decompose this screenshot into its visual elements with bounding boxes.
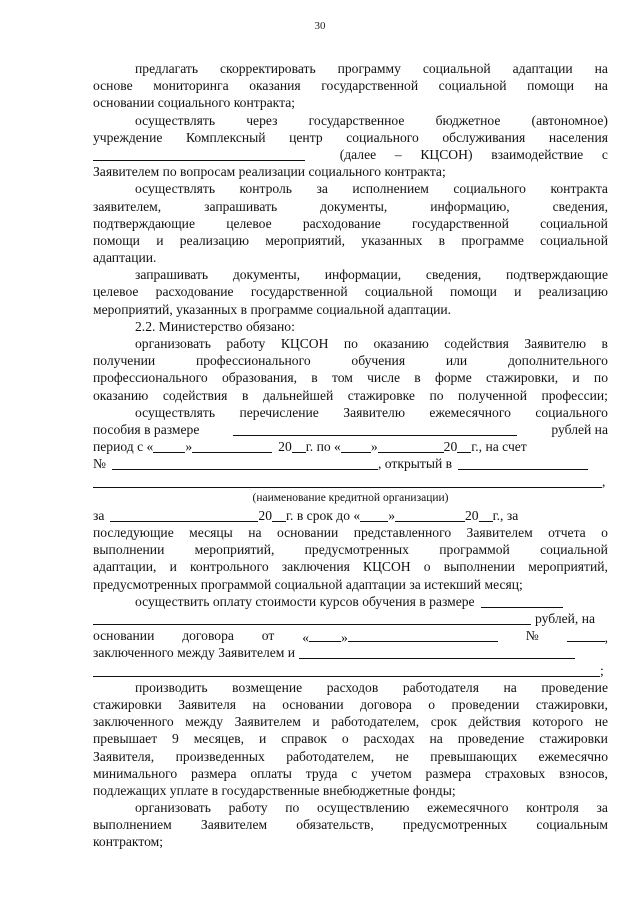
blank-field: [93, 662, 600, 677]
text-line: адаптации.: [93, 250, 157, 266]
text-line: получении профессионального обучения или дополнительного: [93, 353, 608, 369]
blank-field: [348, 627, 498, 642]
text-line: последующие месяцы на основании представленного Заявителем отчета о: [93, 525, 608, 541]
text-line: организовать работу по осуществлению ежемесячного контроля за: [135, 800, 608, 816]
text-line: превышает 9 месяцев, и справок о расходах на проведение стажировки: [93, 731, 608, 747]
blank-field: [233, 421, 517, 436]
text-line: основании социального контракта;: [93, 95, 296, 111]
text-line: за 20 г. в срок до « » 20 г., за: [93, 507, 519, 523]
blank-field: [378, 438, 444, 453]
text-line: рублей, на: [93, 610, 608, 627]
text-line: выполнении мероприятий, предусмотренных программой социальной: [93, 542, 608, 558]
blank-field: [309, 627, 341, 642]
blank-field: [360, 507, 388, 522]
text-line: ,: [93, 473, 608, 490]
document-body: [93, 60, 608, 851]
blank-field: [93, 146, 305, 161]
page-number: 30: [314, 20, 326, 32]
text-line: пособия в размере рублей на: [93, 421, 608, 437]
blank-field: [567, 627, 605, 642]
text-line: минимального размера оплаты труда с учетом размера страховых взносов,: [93, 765, 608, 781]
blank-field: [341, 438, 371, 453]
text-line: осуществлять через государственное бюджетное (автономное): [135, 112, 608, 128]
text-line: подтверждающие целевое расходование государственной социальной: [93, 215, 608, 231]
blank-field: [458, 455, 588, 470]
blank-field: [479, 507, 493, 522]
blank-field: [112, 455, 378, 470]
text-line: выполнением Заявителем обязательств, предусмотренных социальным: [93, 817, 608, 833]
text-line: производить возмещение расходов работодателя на проведение: [135, 679, 608, 695]
text-line: осуществлять перечисление Заявителю ежемесячного социального: [135, 404, 608, 420]
text-line: основании договора от « » № ,: [93, 628, 608, 646]
field-caption: (наименование кредитной организации): [252, 491, 449, 504]
text-line: стажировки Заявителя на основании договора о проведении стажировки,: [93, 696, 608, 712]
blank-field: [110, 507, 258, 522]
text-line: учреждение Комплексный центр социального обслуживания населения: [93, 129, 608, 145]
text-line: помощи и реализацию мероприятий, указанных в программе социальной: [93, 232, 608, 248]
blank-field: [192, 438, 272, 453]
text-line: запрашивать документы, информации, сведения, подтверждающие: [135, 267, 608, 283]
text-line: период с « » 20 г. по « » 20 г., на счет: [93, 439, 527, 455]
text-line: адаптации, и контрольного заключения КЦСОН о выполнении мероприятий,: [93, 559, 608, 575]
text-line: Заявителя, произведенных работодателем, не превышающих ежемесячно: [93, 748, 608, 764]
text-line: заключенного между Заявителем и работодателем, срок действия которого не: [93, 714, 608, 730]
text-line: ;: [93, 662, 608, 679]
text-line: подлежащих уплате в государственные внебюджетные фонды;: [93, 782, 456, 798]
text-line: предусмотренных программой социальной адаптации за истекший месяц;: [93, 576, 523, 592]
text-line: заключенного между Заявителем и: [93, 644, 608, 661]
text-line: целевое расходование государственной социальной помощи и реализацию: [93, 284, 608, 300]
text-line: мероприятий, указанных в программе социальной адаптации.: [93, 301, 452, 317]
blank-field: [395, 507, 465, 522]
text-line: контрактом;: [93, 834, 164, 850]
text-line: (далее – КЦСОН) взаимодействие с: [93, 146, 608, 163]
text-line: заявителем, запрашивать документы, информацию, сведения,: [93, 198, 608, 214]
text-line: организовать работу КЦСОН по оказанию содействия Заявителю в: [135, 336, 608, 351]
text-line: предлагать скорректировать программу социальной адаптации на: [135, 61, 608, 76]
blank-field: [292, 438, 306, 453]
text-line: Заявителем по вопросам реализации социального контракта;: [93, 164, 446, 180]
text-line: осуществлять контроль за исполнением социального контракта: [135, 181, 608, 197]
text-line: профессионального образования, в том числе в форме стажировки, и по: [93, 370, 608, 386]
blank-field: [457, 438, 471, 453]
blank-field: [272, 507, 286, 522]
text-line: № , открытый в: [93, 455, 608, 472]
text-line: основе мониторинга оказания государственной социальной помощи на: [93, 78, 608, 94]
blank-field: [299, 644, 575, 659]
blank-field: [481, 593, 563, 608]
blank-field: [93, 610, 531, 625]
text-line: оказанию содействия в дальнейшей стажировке по полученной профессии;: [93, 387, 608, 403]
blank-field: [153, 438, 185, 453]
section-heading: 2.2. Министерство обязано:: [135, 318, 295, 334]
blank-field: [93, 473, 602, 488]
text-line: осуществить оплату стоимости курсов обучения в размере: [93, 593, 608, 610]
